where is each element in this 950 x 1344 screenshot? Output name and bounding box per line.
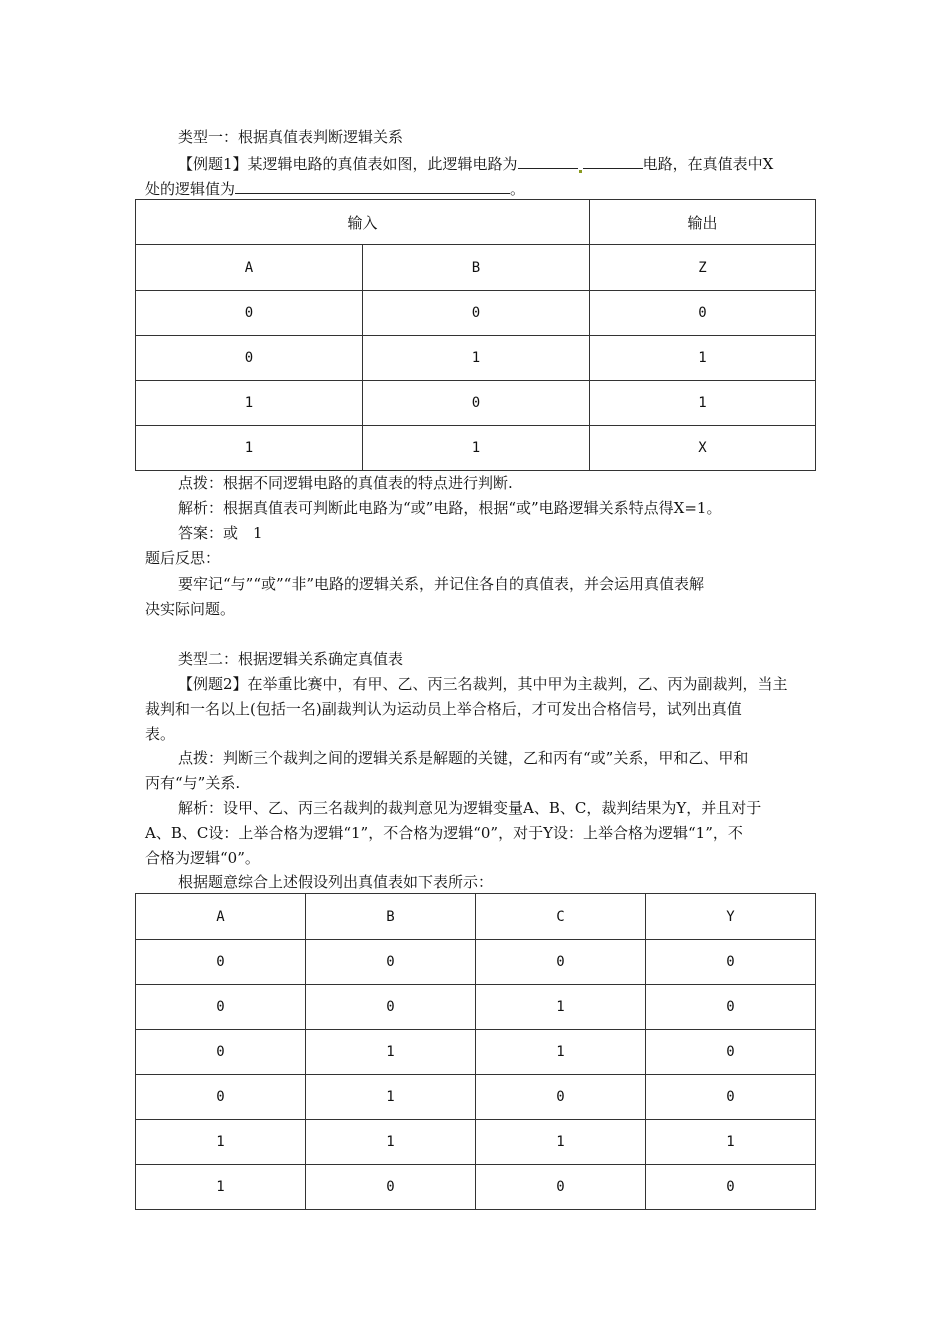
type1-title: 类型一：根据真值表判断逻辑关系 [178, 128, 404, 146]
table-row [136, 1030, 816, 1075]
table-cell: 0 [590, 291, 816, 336]
analysis2-line3: 合格为逻辑“0”。 [145, 849, 260, 867]
table-cell: 1 [136, 381, 363, 426]
table-cell: 1 [136, 1165, 306, 1210]
table-cell: 1 [136, 426, 363, 471]
hint2-line2: 丙有“与”关系. [145, 774, 241, 792]
col-header: Z [590, 245, 816, 291]
analysis2-line1: 解析：设甲、乙、丙三名裁判的裁判意见为逻辑变量A、B、C，裁判结果为Y，并且对于 [178, 799, 762, 817]
example2-line2: 裁判和一名以上(包括一名)副裁判认为运动员上举合格后，才可发出合格信号，试列出真值 [145, 700, 742, 718]
table-row [136, 1075, 816, 1120]
table-cell: 0 [136, 291, 363, 336]
col-header: C [476, 894, 646, 940]
header-input: 输入 [136, 200, 590, 245]
col-header: B [306, 894, 476, 940]
truth-table-1 [135, 199, 816, 471]
table-cell: 0 [646, 1030, 816, 1075]
hint-1: 点拨：根据不同逻辑电路的真值表的特点进行判断. [178, 474, 513, 492]
table-cell: 0 [306, 940, 476, 985]
hint2-line1: 点拨：判断三个裁判之间的逻辑关系是解题的关键，乙和丙有“或”关系，甲和乙、甲和 [178, 749, 749, 767]
example1-text-a: 某逻辑电路的真值表如图，此逻辑电路为 [247, 155, 518, 173]
table-cell: 0 [136, 336, 363, 381]
table-cell: 0 [136, 940, 306, 985]
table-cell: 0 [363, 381, 590, 426]
example2-line1: 【例题2】在举重比赛中，有甲、乙、丙三名裁判，其中甲为主裁判，乙、丙为副裁判，当主 [178, 675, 788, 693]
table-row [136, 381, 816, 426]
table-cell: 1 [136, 1120, 306, 1165]
header-output: 输出 [590, 200, 816, 245]
table-cell: 1 [306, 1120, 476, 1165]
table-cell: X [590, 426, 816, 471]
reflection-line2: 决实际问题。 [145, 600, 236, 618]
table-cell: 1 [363, 426, 590, 471]
table-cell: 1 [646, 1120, 816, 1165]
table-cell: 0 [136, 985, 306, 1030]
table-cell: 1 [476, 985, 646, 1030]
marker-dot [579, 170, 582, 173]
col-header: A [136, 245, 363, 291]
table-cell: 0 [646, 1075, 816, 1120]
table-row [136, 985, 816, 1030]
analysis-1: 解析：根据真值表可判断此电路为“或”电路，根据“或”电路逻辑关系特点得X=1。 [178, 499, 722, 517]
reflection-title: 题后反思： [145, 549, 221, 567]
table-cell: 0 [306, 1165, 476, 1210]
table-cell: 1 [306, 1075, 476, 1120]
example1-line1 [178, 152, 848, 175]
table-cell: 0 [476, 940, 646, 985]
table-cell: 1 [476, 1120, 646, 1165]
table-row [136, 291, 816, 336]
col-header: A [136, 894, 306, 940]
table-cell: 0 [646, 985, 816, 1030]
example1-line2 [145, 177, 815, 200]
example1-text-b: 电路，在真值表中X [642, 155, 774, 173]
reflection-line1: 要牢记“与”“或”“非”电路的逻辑关系，并记住各自的真值表，并会运用真值表解 [178, 575, 705, 593]
example1-label: 【例题1】 [178, 155, 248, 173]
answer-blank-2 [235, 177, 510, 194]
table-row [136, 1120, 816, 1165]
table-cell: 0 [646, 1165, 816, 1210]
table-cell: 0 [363, 291, 590, 336]
table-cell: 1 [363, 336, 590, 381]
example2-line3: 表。 [145, 725, 176, 743]
table-cell: 0 [476, 1075, 646, 1120]
table-row [136, 426, 816, 471]
table-cell: 1 [590, 336, 816, 381]
answer-blank-1a [518, 152, 578, 169]
col-header: Y [646, 894, 816, 940]
table-cell: 0 [136, 1075, 306, 1120]
truth-table-2 [135, 893, 816, 1210]
table-cell: 0 [136, 1030, 306, 1075]
table-row [136, 940, 816, 985]
table-cell: 0 [306, 985, 476, 1030]
type2-title: 类型二：根据逻辑关系确定真值表 [178, 650, 404, 668]
analysis2-line2: A、B、C设：上举合格为逻辑“1”，不合格为逻辑“0”，对于Y设：上举合格为逻辑“1”，不 [145, 824, 743, 842]
table-row [136, 336, 816, 381]
table-cell: 0 [476, 1165, 646, 1210]
table-cell: 0 [646, 940, 816, 985]
table-cell: 1 [590, 381, 816, 426]
answer-blank-1b [583, 152, 643, 169]
col-header: B [363, 245, 590, 291]
table-cell: 1 [476, 1030, 646, 1075]
table-cell: 1 [306, 1030, 476, 1075]
summary-line: 根据题意综合上述假设列出真值表如下表所示： [178, 873, 494, 891]
example1-text-c: 处的逻辑值为 [145, 180, 236, 198]
example1-text-d: 。 [510, 180, 526, 198]
table-row [136, 1165, 816, 1210]
answer-1: 答案：或 1 [178, 524, 263, 542]
